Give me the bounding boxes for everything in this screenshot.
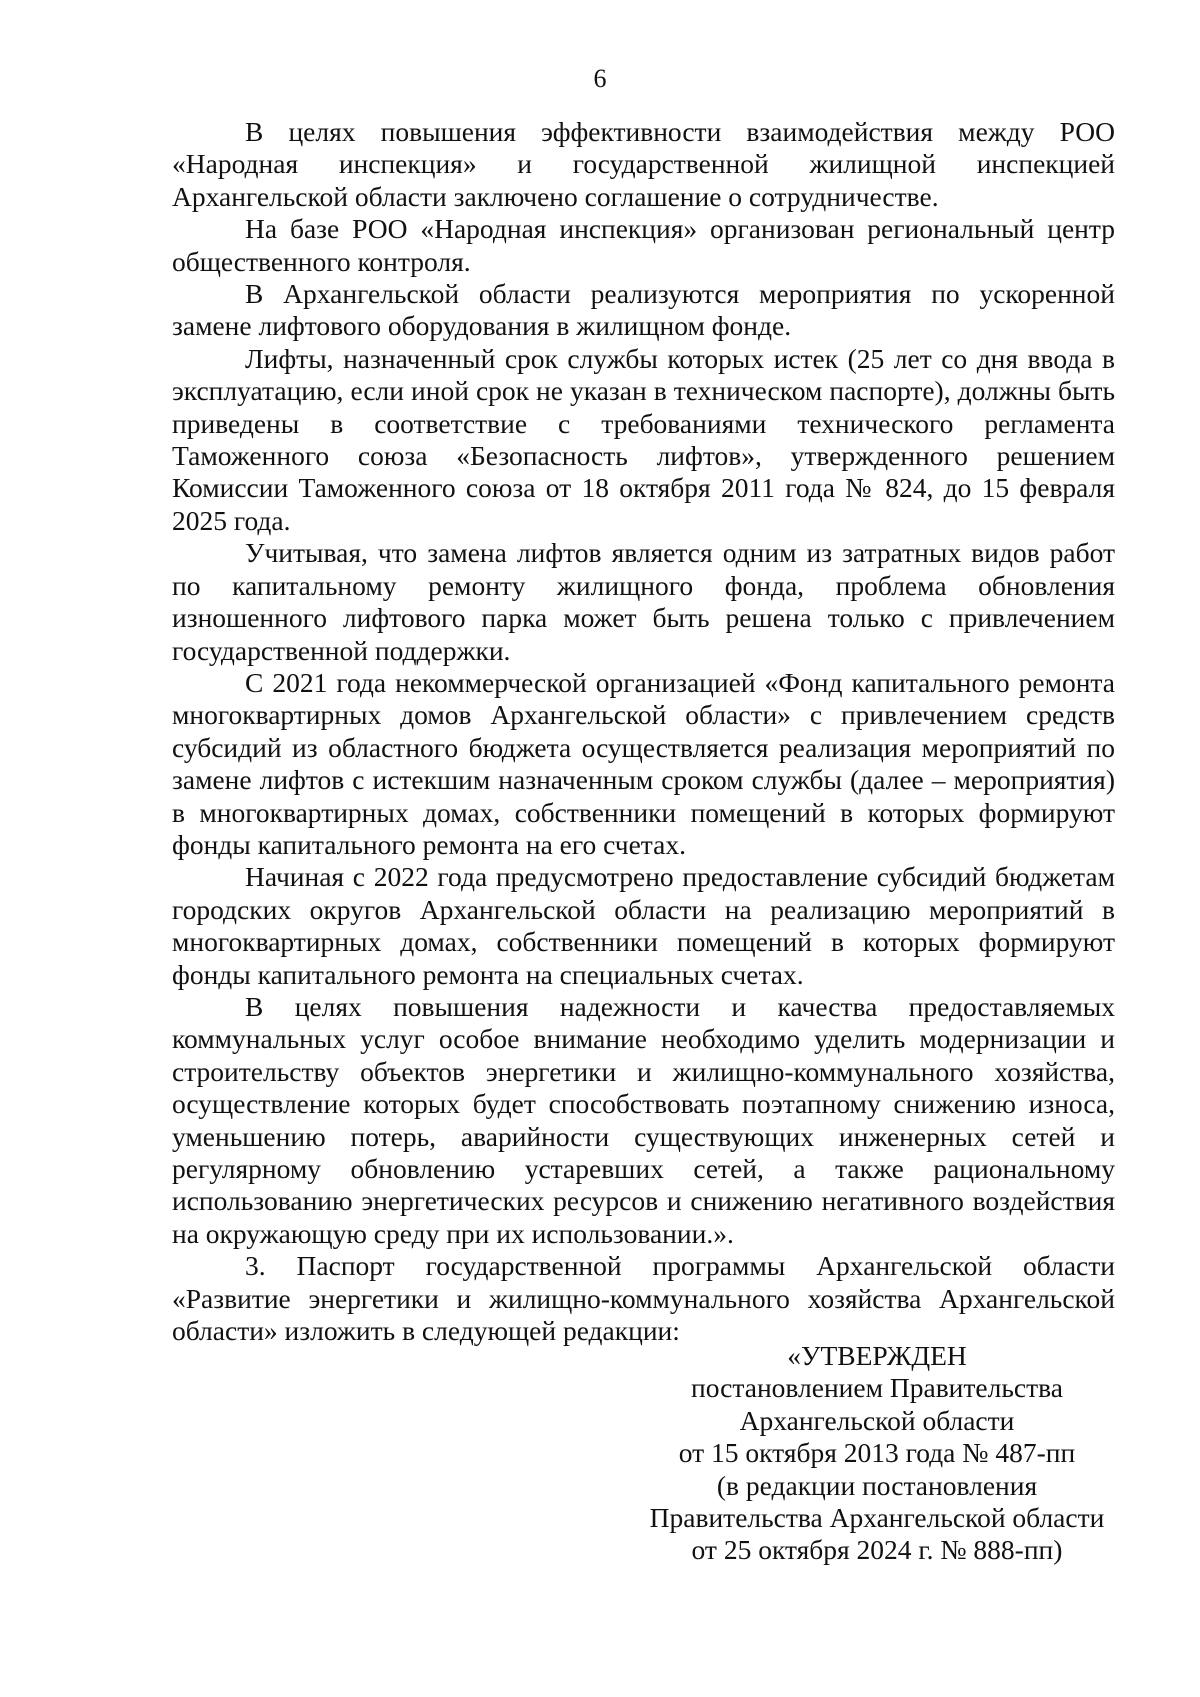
approval-line-amendment: (в редакции постановления — [716, 1469, 1038, 1501]
approval-stamp — [620, 1340, 1134, 1567]
paragraph-elevator-replacement: В Архангельской области реализуются мероприятия по ускоренной замене лифтового оборудования в жилищном фонде. — [172, 278, 1115, 342]
paragraph-utilities-modernization: В целях повышения надежности и качества предоставляемых коммунальных услуг особое внимание необходимо уделить модернизации и строительству объектов энергетики и жилищно-коммунального хозяйства, осуществление которых будет способствовать поэтапному снижению износа, уменьшению потерь, аварийности существующих инженерных сетей и регулярному обновлению устаревших сетей, а также рациональному использованию энергетических ресурсов и снижению негативного воздействия на окружающую среду при их использовании.». — [172, 990, 1115, 1249]
page-number: 6 — [593, 64, 607, 93]
paragraph-program-passport: 3. Паспорт государственной программы Архангельской области «Развитие энергетики и жилищно-коммунального хозяйства Архангельской области» изложить в следующей редакции: — [172, 1250, 1115, 1347]
paragraph-cooperation-agreement: В целях повышения эффективности взаимодействия между РОО «Народная инспекция» и государственной жилищной инспекцией Архангельской области заключено соглашение о сотрудничестве. — [172, 116, 1115, 212]
approval-line-original-date: от 15 октября 2013 года № 487-пп — [678, 1437, 1076, 1469]
approval-line-approved: «УТВЕРЖДЕН — [787, 1340, 967, 1371]
paragraph-fund-2021: С 2021 года некоммерческой организацией «Фонд капитального ремонта многоквартирных домов Архангельской области» с привлечением средств субсидий из областного бюджета осуществляется реализация мероприятий по замене лифтов с истекшим назначенным сроком службы (далее – мероприятия) в многоквартирных домах, собственники помещений в которых формируют фонды капитального ремонта на его счетах. — [172, 666, 1115, 860]
approval-line-government: Правительства Архангельской области — [649, 1502, 1105, 1534]
paragraph-state-support: Учитывая, что замена лифтов является одним из затратных видов работ по капитальному ремонту жилищного фонда, проблема обновления изношенного лифтового парка может быть решена только с привлечением государственной поддержки. — [172, 537, 1115, 666]
paragraph-elevator-service-life: Лифты, назначенный срок службы которых истек (25 лет со дня ввода в эксплуатацию, если иной срок не указан в техническом паспорте), должны быть приведены в соответствие с требованиями технического регламента Таможенного союза «Безопасность лифтов», утвержденного решением Комиссии Таможенного союза от 18 октября 2011 года № 824, до 15 февраля 2025 года. — [172, 342, 1115, 536]
paragraph-subsidies-2022: Начиная с 2022 года предусмотрено предоставление субсидий бюджетам городских округов Архангельской области на реализацию мероприятий в многоквартирных домах, собственники помещений в которых формируют фонды капитального ремонта на специальных счетах. — [172, 861, 1115, 990]
approval-line-amendment-date: от 25 октября 2024 г. № 888-пп) — [691, 1534, 1063, 1566]
paragraph-control-center: На базе РОО «Народная инспекция» организован региональный центр общественного контроля. — [172, 213, 1115, 277]
approval-line-region: Архангельской области — [739, 1404, 1015, 1436]
approval-line-resolution: постановлением Правительства — [691, 1372, 1063, 1404]
body-text — [172, 116, 1115, 1347]
